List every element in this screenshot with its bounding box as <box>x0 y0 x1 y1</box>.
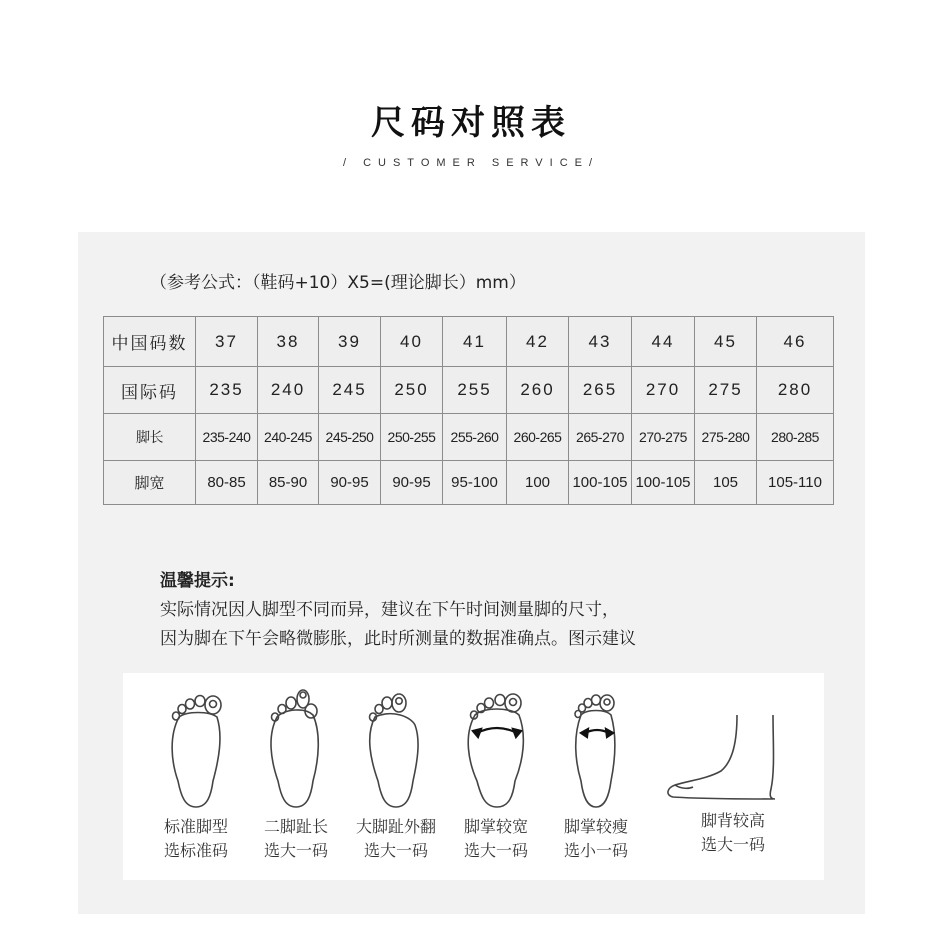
foot-caption: 标准脚型 <box>163 817 228 836</box>
table-cell: 80-85 <box>196 461 258 505</box>
table-cell: 40 <box>381 317 443 367</box>
foot-type-long-second-toe <box>241 673 351 880</box>
long-second-toe-foot-icon <box>241 681 351 811</box>
table-cell: 270 <box>632 367 695 414</box>
table-cell: 280-285 <box>757 414 834 461</box>
page-title: 尺码对照表 <box>371 103 571 143</box>
narrow-ball-foot-icon <box>541 681 651 811</box>
table-cell: 250-255 <box>381 414 443 461</box>
table-row-cn-size <box>104 317 834 367</box>
foot-caption: 脚掌较瘦 <box>563 817 628 836</box>
table-cell: 41 <box>443 317 507 367</box>
table-cell: 90-95 <box>381 461 443 505</box>
table-cell: 255 <box>443 367 507 414</box>
table-cell: 265 <box>569 367 632 414</box>
tips-title: 温馨提示: <box>160 571 235 591</box>
row-label: 脚长 <box>104 414 196 461</box>
row-label: 脚宽 <box>104 461 196 505</box>
table-cell: 85-90 <box>258 461 319 505</box>
table-cell: 39 <box>319 317 381 367</box>
bunion-foot-icon <box>341 681 451 811</box>
foot-type-narrow-ball <box>541 673 651 880</box>
foot-type-bunion <box>341 673 451 880</box>
standard-foot-icon <box>141 681 251 811</box>
tips-line: 因为脚在下午会略微膨胀，此时所测量的数据准确点。图示建议 <box>160 629 636 649</box>
table-cell: 235-240 <box>196 414 258 461</box>
foot-type-high-instep <box>663 673 803 880</box>
table-cell: 37 <box>196 317 258 367</box>
foot-type-wide-ball <box>441 673 551 880</box>
table-cell: 42 <box>507 317 569 367</box>
foot-type-guide <box>123 673 824 880</box>
foot-caption: 大脚趾外翻 <box>355 817 436 836</box>
size-chart-table <box>103 316 834 505</box>
foot-advice: 选小一码 <box>563 841 628 860</box>
table-cell: 260 <box>507 367 569 414</box>
foot-caption: 脚背较高 <box>700 811 765 830</box>
table-cell: 280 <box>757 367 834 414</box>
foot-caption: 二脚趾长 <box>263 817 328 836</box>
table-cell: 43 <box>569 317 632 367</box>
table-cell: 255-260 <box>443 414 507 461</box>
high-instep-foot-icon <box>663 681 803 811</box>
table-cell: 100 <box>507 461 569 505</box>
table-cell: 245-250 <box>319 414 381 461</box>
table-cell: 265-270 <box>569 414 632 461</box>
table-cell: 44 <box>632 317 695 367</box>
table-cell: 95-100 <box>443 461 507 505</box>
table-cell: 270-275 <box>632 414 695 461</box>
table-cell: 45 <box>695 317 757 367</box>
table-cell: 105 <box>695 461 757 505</box>
table-cell: 105-110 <box>757 461 834 505</box>
foot-advice: 选大一码 <box>263 841 328 860</box>
table-cell: 240-245 <box>258 414 319 461</box>
table-row-foot-width <box>104 461 834 505</box>
table-cell: 275 <box>695 367 757 414</box>
table-cell: 250 <box>381 367 443 414</box>
foot-advice: 选标准码 <box>163 841 228 860</box>
table-row-foot-length <box>104 414 834 461</box>
foot-caption: 脚掌较宽 <box>463 817 528 836</box>
table-cell: 260-265 <box>507 414 569 461</box>
wide-ball-foot-icon <box>441 681 551 811</box>
table-cell: 100-105 <box>569 461 632 505</box>
foot-advice: 选大一码 <box>363 841 428 860</box>
table-cell: 235 <box>196 367 258 414</box>
table-cell: 275-280 <box>695 414 757 461</box>
foot-advice: 选大一码 <box>463 841 528 860</box>
row-label: 国际码 <box>104 367 196 414</box>
table-cell: 240 <box>258 367 319 414</box>
foot-type-standard <box>141 673 251 880</box>
foot-advice: 选大一码 <box>700 835 765 854</box>
table-cell: 38 <box>258 317 319 367</box>
page-subtitle: / CUSTOMER SERVICE/ <box>342 157 600 169</box>
table-cell: 90-95 <box>319 461 381 505</box>
tips-line: 实际情况因人脚型不同而异，建议在下午时间测量脚的尺寸， <box>160 600 619 620</box>
table-cell: 100-105 <box>632 461 695 505</box>
row-label: 中国码数 <box>104 317 196 367</box>
table-cell: 46 <box>757 317 834 367</box>
table-cell: 245 <box>319 367 381 414</box>
size-formula: （参考公式：（鞋码+10）X5=(理论脚长）mm） <box>150 273 526 293</box>
table-row-intl-size <box>104 367 834 414</box>
tips-section <box>160 567 636 654</box>
